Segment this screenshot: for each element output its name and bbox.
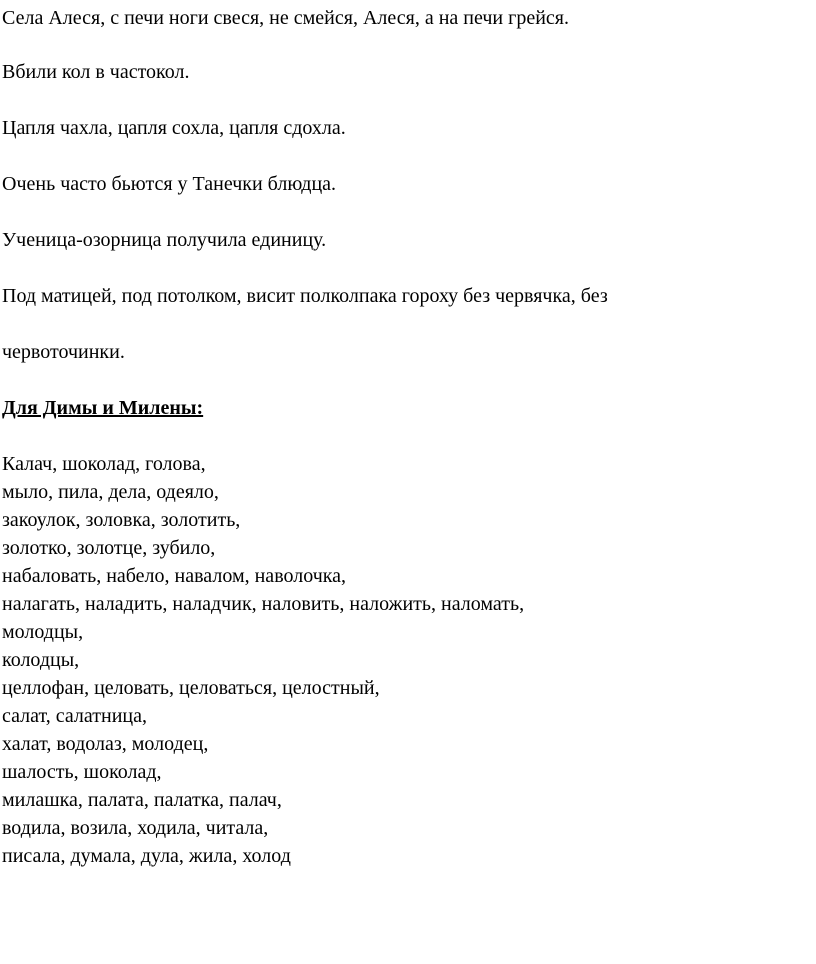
word-line: налагать, наладить, наладчик, наловить, наложить, наломать, <box>2 593 525 615</box>
word-line: халат, водолаз, молодец, <box>2 733 209 755</box>
word-line: золотко, золотце, зубило, <box>2 537 216 559</box>
word-line: писала, думала, дула, жила, холод <box>2 845 291 867</box>
word-line: салат, салатница, <box>2 705 147 727</box>
word-line: Калач, шоколад, голова, <box>2 453 206 475</box>
word-line: милашка, палата, палатка, палач, <box>2 789 282 811</box>
paragraph-tongue-twister-2: Вбили кол в частокол. <box>2 61 190 83</box>
word-line: целлофан, целовать, целоваться, целостный, <box>2 677 380 699</box>
word-line: набаловать, набело, навалом, наволочка, <box>2 565 347 587</box>
word-line: водила, возила, ходила, читала, <box>2 817 269 839</box>
word-line: колодцы, <box>2 649 80 671</box>
paragraph-tongue-twister-4: Очень часто бьются у Танечки блюдца. <box>2 173 337 195</box>
paragraph-tongue-twister-5: Ученица-озорница получила единицу. <box>2 229 327 251</box>
word-list <box>2 450 524 870</box>
paragraph-tongue-twister-6: Под матицей, под потолком, висит полколпака гороху без червячка, без <box>2 285 608 307</box>
section-heading: Для Димы и Милены: <box>2 397 204 419</box>
word-line: шалость, шоколад, <box>2 761 162 783</box>
paragraph-tongue-twister-3: Цапля чахла, цапля сохла, цапля сдохла. <box>2 117 346 139</box>
paragraph-tongue-twister-1: Села Алеся, с печи ноги свеся, не смейся, Алеся, а на печи грейся. <box>2 7 569 29</box>
paragraph-tongue-twister-6-cont: червоточинки. <box>2 341 125 363</box>
word-line: закоулок, золовка, золотить, <box>2 509 241 531</box>
word-line: мыло, пила, дела, одеяло, <box>2 481 219 503</box>
word-line: молодцы, <box>2 621 84 643</box>
